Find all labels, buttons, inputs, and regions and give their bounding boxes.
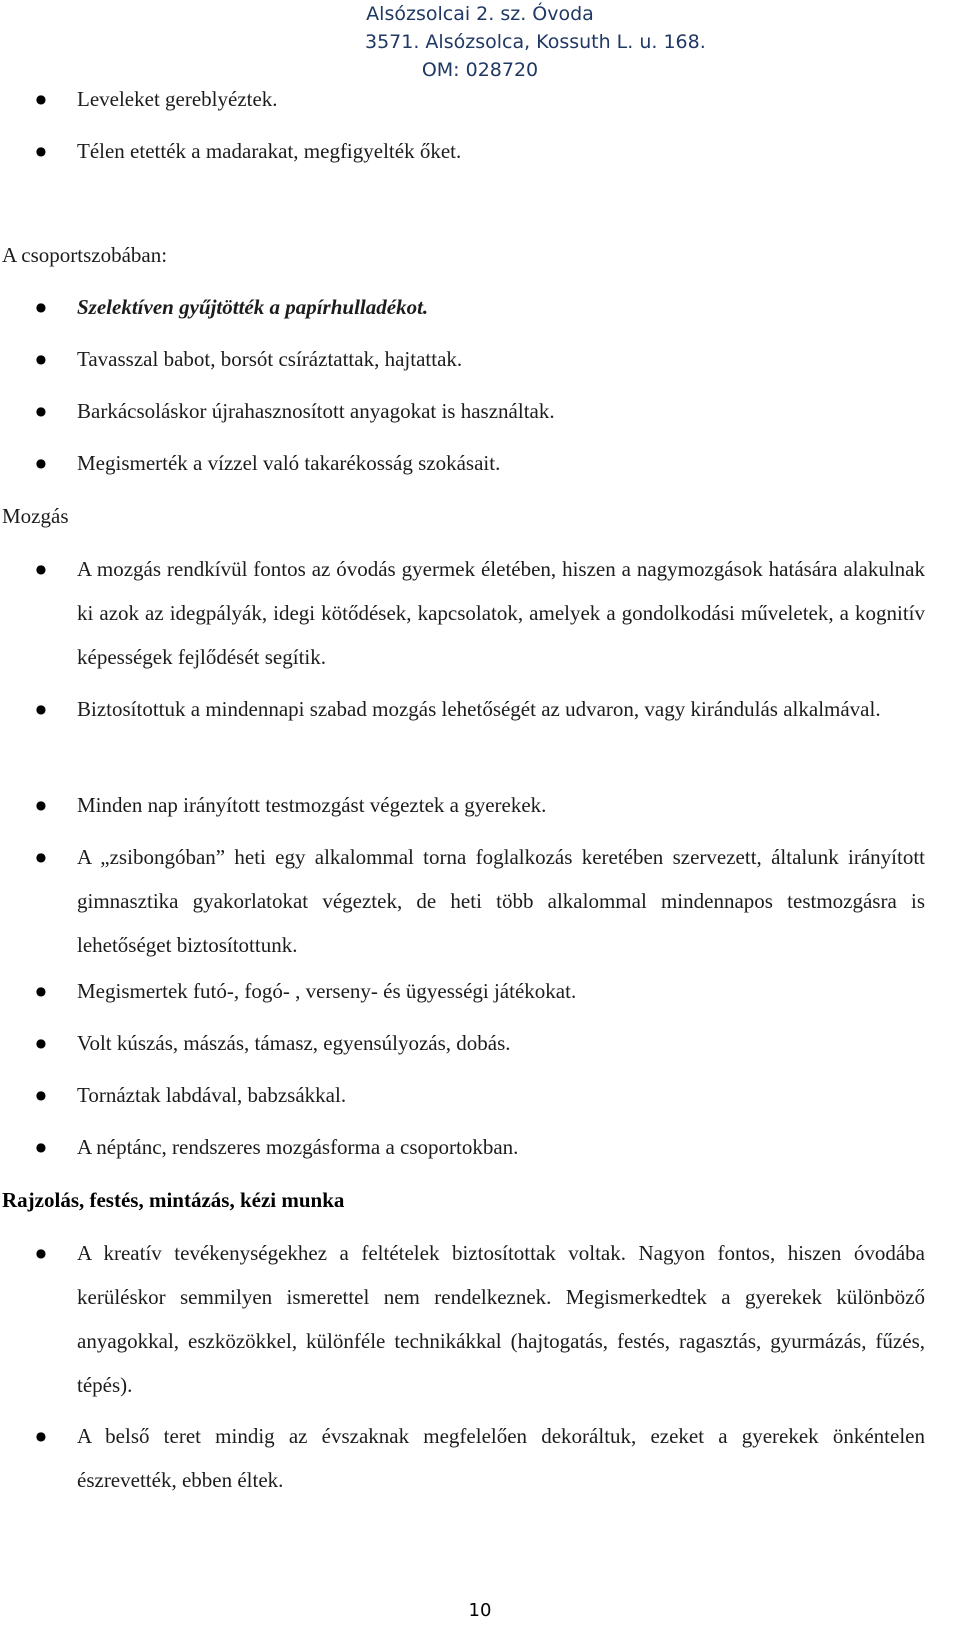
bullet-icon: ●: [35, 352, 47, 366]
list-item-text: A néptánc, rendszeres mozgásforma a csoportokban.: [77, 1135, 519, 1159]
bullet-icon: ●: [35, 144, 47, 158]
bullet-icon: ●: [35, 1088, 47, 1102]
list-item: [0, 1125, 920, 1169]
bullet-icon: ●: [35, 850, 47, 864]
list-item: [0, 337, 920, 381]
list-item-text: Megismertek futó-, fogó- , verseny- és ügyességi játékokat.: [77, 979, 577, 1003]
list-item: [0, 1021, 920, 1065]
list-item-text: Tornáztak labdával, babzsákkal.: [77, 1083, 347, 1107]
bullet-icon: ●: [35, 456, 47, 470]
section-heading-art: Rajzolás, festés, mintázás, kézi munka: [2, 1188, 345, 1212]
list-item-text: A mozgás rendkívül fontos az óvodás gyermek életében, hiszen a nagymozgások hatására alakulnak ki azok az idegpályák, idegi kötődések, kapcsolatok, amelyek a gondolkodási műveletek, a kognitív képességek fejlődését segítik.: [77, 557, 925, 669]
list-item-text: Megismerték a vízzel való takarékosság szokásait.: [77, 451, 501, 475]
page-header: [365, 0, 706, 84]
bullet-icon: ●: [35, 1036, 47, 1050]
list-item-text: Biztosítottuk a mindennapi szabad mozgás lehetőségét az udvaron, vagy kirándulás alkalmával.: [77, 697, 881, 721]
list-item-text: Volt kúszás, mászás, támasz, egyensúlyozás, dobás.: [77, 1031, 511, 1055]
list-item-text: Szelektíven gyűjtötték a papírhulladékot.: [77, 295, 429, 319]
list-item-text: Tavasszal babot, borsót csíráztattak, hajtattak.: [77, 347, 463, 371]
list-item-text: Barkácsoláskor újrahasznosított anyagokat is használtak.: [77, 399, 555, 423]
bullet-icon: ●: [35, 562, 47, 576]
list-item: [0, 547, 925, 679]
bullet-icon: ●: [35, 702, 47, 716]
list-item-text: A kreatív tevékenységekhez a feltételek biztosítottak voltak. Nagyon fontos, hiszen óvodába kerüléskor semmilyen ismerettel nem rendelkeznek. Megismerkedtek a gyerekek különböző anyagokkal, eszközökkel, különféle technikákkal (hajtogatás, festés, ragasztás, gyurmázás, fűzés, tépés).: [77, 1241, 925, 1397]
list-item-text: Télen etették a madarakat, megfigyelték őket.: [77, 139, 462, 163]
list-item-text: Leveleket gereblyéztek.: [77, 87, 278, 111]
list-item: [0, 285, 920, 329]
bullet-icon: ●: [35, 1246, 47, 1260]
list-item: [0, 1073, 920, 1117]
list-item: [0, 441, 920, 485]
list-item: [0, 1231, 925, 1407]
list-item-text: A belső teret mindig az évszaknak megfelelően dekoráltuk, ezeket a gyerekek önkéntelen észrevették, ebben éltek.: [77, 1424, 925, 1492]
bullet-icon: ●: [35, 404, 47, 418]
list-item-text: A „zsibongóban” heti egy alkalommal torna foglalkozás keretében szervezett, általunk irányított gimnasztika gyakorlatokat végeztek, de heti több alkalommal mindennapos testmozgásra is lehetőséget biztosítottunk.: [77, 845, 925, 957]
list-item: [0, 389, 920, 433]
bullet-icon: ●: [35, 984, 47, 998]
bullet-icon: ●: [35, 300, 47, 314]
header-om-number: OM: 028720: [421, 59, 539, 81]
list-item: [0, 687, 920, 731]
list-item: [0, 1414, 925, 1502]
group-room-intro: A csoportszobában:: [2, 243, 168, 267]
list-item: [0, 129, 920, 173]
bullet-icon: ●: [35, 1140, 47, 1154]
list-item: [0, 969, 920, 1013]
header-institution-name: Alsózsolcai 2. sz. Óvoda: [366, 3, 594, 25]
bullet-icon: ●: [35, 798, 47, 812]
list-item: [0, 783, 920, 827]
list-item: [0, 77, 920, 121]
header-address: 3571. Alsózsolca, Kossuth L. u. 168.: [365, 31, 706, 53]
bullet-icon: ●: [35, 92, 47, 106]
list-item-text: Minden nap irányított testmozgást végeztek a gyerekek.: [77, 793, 547, 817]
list-item: [0, 835, 925, 967]
section-heading-movement: Mozgás: [2, 504, 69, 528]
page-number: 10: [468, 1600, 492, 1621]
bullet-icon: ●: [35, 1429, 47, 1443]
